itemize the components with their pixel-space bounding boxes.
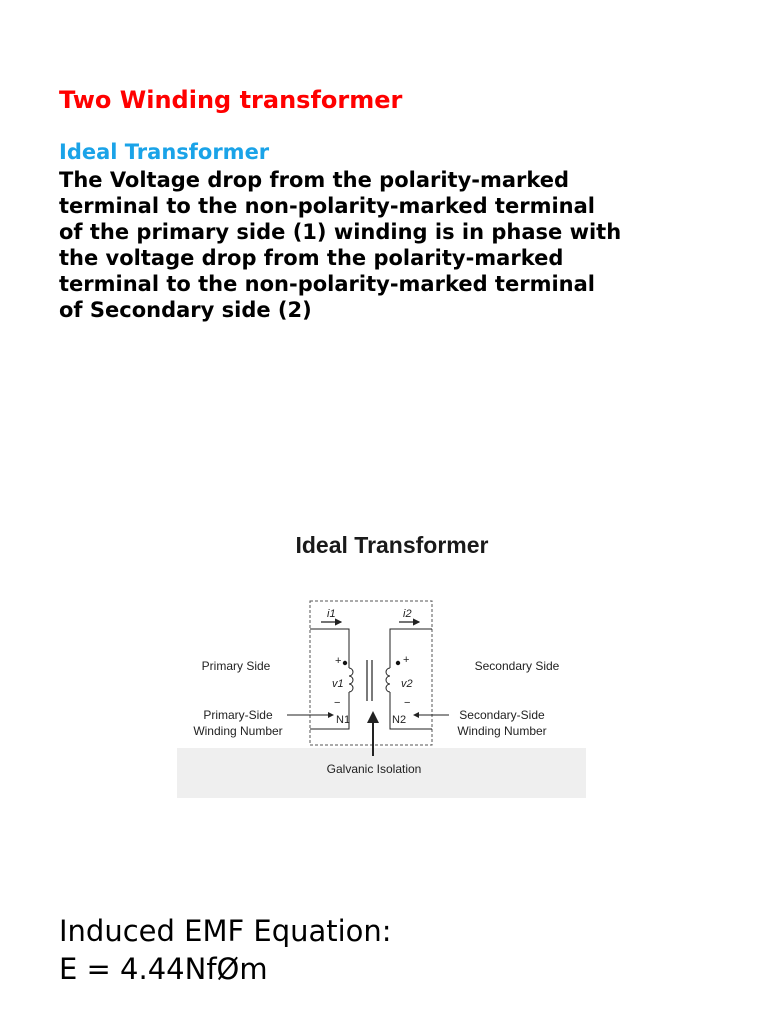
ideal-transformer-figure <box>177 518 586 798</box>
emf-equation: E = 4.44NfØm <box>59 952 268 986</box>
description-paragraph <box>59 167 621 323</box>
secondary-side-label: Secondary Side <box>474 659 560 673</box>
description-line: of the primary side (1) winding is in phase with <box>59 220 622 244</box>
primary-plus: + <box>335 655 342 667</box>
description-line: terminal to the non-polarity-marked terminal <box>59 272 595 296</box>
primary-minus: − <box>334 697 341 709</box>
secondary-winding-label-line1: Secondary-Side <box>459 708 545 722</box>
description-line: the voltage drop from the polarity-marked <box>59 246 564 270</box>
page-title: Two Winding transformer <box>59 86 403 114</box>
description-line: terminal to the non-polarity-marked terminal <box>59 194 595 218</box>
galvanic-isolation-label: Galvanic Isolation <box>326 762 422 776</box>
secondary-polarity-dot <box>396 661 400 665</box>
secondary-minus: − <box>404 697 411 709</box>
voltage-label-secondary: v2 <box>401 678 413 690</box>
secondary-plus: + <box>403 654 410 666</box>
primary-winding-label-line2: Winding Number <box>193 724 283 738</box>
emf-label: Induced EMF Equation: <box>59 914 392 948</box>
current-label-primary: i1 <box>327 608 336 620</box>
section-heading: Ideal Transformer <box>59 140 270 164</box>
voltage-label-primary: v1 <box>332 678 344 690</box>
description-line: of Secondary side (2) <box>59 298 312 322</box>
primary-side-label: Primary Side <box>201 659 271 673</box>
figure-title: Ideal Transformer <box>295 532 489 558</box>
description-line: The Voltage drop from the polarity-marked <box>59 168 570 192</box>
emf-equation-block <box>59 912 392 988</box>
turns-label-secondary: N2 <box>392 714 407 726</box>
turns-label-primary: N1 <box>336 714 351 726</box>
primary-winding-label-line1: Primary-Side <box>203 708 273 722</box>
secondary-winding-label-line2: Winding Number <box>457 724 547 738</box>
current-label-secondary: i2 <box>403 608 412 620</box>
primary-polarity-dot <box>343 661 347 665</box>
